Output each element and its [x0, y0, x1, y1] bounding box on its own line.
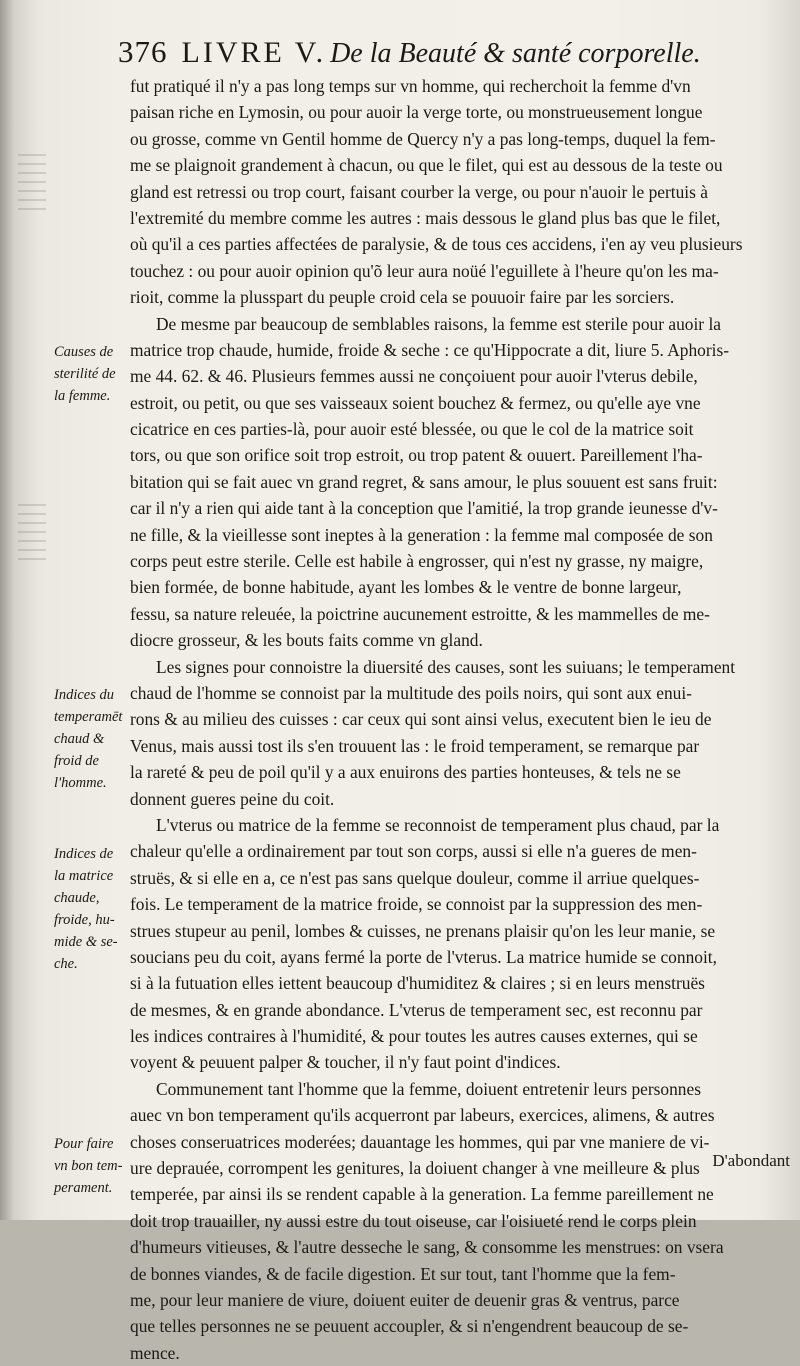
running-header: [118, 34, 798, 70]
margin-note-line: froid de: [54, 753, 99, 770]
text-line: si à la futuation elles iettent beaucoup d'humiditez & claires ; si en leurs menstruës: [130, 973, 705, 994]
margin-note-line: temperamēt: [54, 709, 123, 726]
text-line: struës, & si elle en a, ce n'est pas sans quelque douleur, comme il arriue quelques-: [130, 867, 700, 888]
page-number: 376: [118, 34, 168, 69]
text-line: les indices contraires à l'humidité, & pour toutes les autres causes externes, qui se: [130, 1026, 698, 1047]
margin-note-line: froide, hu-: [54, 911, 115, 928]
margin-note-line: la matrice: [54, 867, 114, 884]
margin-note: [54, 684, 130, 794]
margin-note-line: Causes de: [54, 344, 114, 360]
margin-note-line: sterilité de: [54, 366, 116, 382]
text-line: fut pratiqué il n'y a pas long temps sur vn homme, qui recherchoit la femme d'vn: [130, 76, 691, 96]
text-line: où qu'il a ces parties affectées de paralysie, & de tous ces accidens, i'en ay veu plusieurs: [130, 234, 743, 255]
text-line: touchez : ou pour auoir opinion qu'õ leur aura noüé l'eguillete à l'heure qu'on les ma-: [130, 260, 719, 281]
margin-note-line: la femme.: [54, 388, 111, 404]
margin-note-line: Pour faire: [54, 1136, 114, 1152]
text-line: voyent & peuuent palper & toucher, il n'y faut point d'indices.: [130, 1052, 561, 1073]
text-line: l'extremité du membre comme les autres : mais dessous le gland plus bas que le filet,: [130, 207, 721, 228]
text-line: car il n'y a rien qui aide tant à la conception que l'amitié, la trop grande ieunesse d'v-: [130, 498, 718, 519]
text-line: de bonnes viandes, & de facile digestion. Et sur tout, tant l'homme que la fem-: [130, 1263, 676, 1284]
text-line: L'vterus ou matrice de la femme se reconnoist de temperament plus chaud, par la: [156, 814, 720, 835]
text-line: rons & au milieu des cuisses : car ceux qui sont ainsi velus, executent bien le ieu de: [130, 709, 712, 730]
text-line: mence.: [130, 1342, 180, 1363]
margin-note-line: che.: [54, 955, 78, 972]
margin-note-line: chaude,: [54, 889, 100, 906]
text-line: choses conseruatrices moderées; dauantage les hommes, qui par vne maniere de vi-: [130, 1131, 710, 1152]
text-line: me 44. 62. & 46. Plusieurs femmes aussi ne conçoiuent pour auoir l'vterus debile,: [130, 366, 698, 387]
text-line: diocre grosseur, & les bouts faits comme vn gland.: [130, 630, 483, 651]
text-line: rioit, comme la plusspart du peuple croid cela se pouuoir faire par les sorciers.: [130, 287, 675, 308]
text-line: doit trop trauailler, ny aussi estre du tout oiseuse, car l'oisiueté rend le corps plein: [130, 1210, 697, 1231]
text-line: que telles personnes ne se peuuent accoupler, & si n'engendrent beaucoup de se-: [130, 1316, 689, 1337]
text-line: gland est retressi ou trop court, faisant courber la verge, ou pour n'auoir le pertuis à: [130, 181, 708, 202]
text-line: chaud de l'homme se connoist par la multitude des poils noirs, qui sont aux enui-: [130, 682, 692, 703]
margin-note-line: perament.: [54, 1180, 113, 1196]
text-line: cicatrice en ces parties-là, pour auoir esté blessée, ou que le col de la matrice soit: [130, 419, 694, 440]
margin-note-line: chaud &: [54, 731, 105, 748]
text-line: soucians peu du coit, ayans fermé la porte de l'vterus. La matrice humide se connoit,: [130, 946, 717, 967]
text-line: De mesme par beaucoup de semblables raisons, la femme est sterile pour auoir la: [156, 313, 722, 334]
running-subtitle: De la Beauté & santé corporelle.: [330, 38, 701, 69]
margin-note: [54, 341, 130, 407]
margin-note-line: Indices de: [54, 845, 114, 862]
text-line: donnent gueres peine du coit.: [130, 788, 335, 809]
margin-note-line: mide & se-: [54, 933, 118, 950]
text-line: ne fille, & la vieillesse sont ineptes à la generation : la femme mal composée de son: [130, 524, 713, 545]
text-line: strues stupeur au penil, lombes & cuisses, ne prenans plaisir qu'on les leur manie, se: [130, 920, 716, 941]
margin-note-line: l'homme.: [54, 775, 107, 792]
text-line: auec vn bon temperament qu'ils acquerront par labeurs, exercices, alimens, & autres: [130, 1105, 715, 1126]
text-line: de mesmes, & en grande abondance. L'vterus de temperament sec, est reconnu par: [130, 999, 703, 1020]
text-line: tors, ou que son orifice soit trop estroit, ou trop patent & ouuert. Pareillement l'ha-: [130, 445, 703, 466]
text-line: bitation qui se fait auec vn grand regret, & sans amour, le plus souuent est sans fruit:: [130, 471, 718, 492]
text-line: me, pour leur maniere de viure, doiuent euiter de deuenir gras & ventrus, parce: [130, 1289, 680, 1310]
text-line: la rareté & peu de poil qu'il y a aux enuirons des parties honteuses, & tels ne se: [130, 762, 681, 783]
text-line: fois. Le temperament de la matrice froide, se connoist par la suppression des men-: [130, 894, 703, 915]
text-line: ure deprauée, corrompent les genitures, la doiuent changer à vne meilleure & plus: [130, 1158, 700, 1179]
text-line: bien formée, de bonne habitude, ayant les lombes & le ventre de bonne largeur,: [130, 577, 682, 598]
text-line: temperée, par ainsi ils se rendent capable à la generation. La femme pareillement ne: [130, 1184, 714, 1205]
margin-note-line: Indices du: [54, 687, 114, 704]
show-through-shadow: [18, 500, 46, 560]
catchword: D'abondant: [712, 1151, 790, 1170]
margin-note: [54, 1133, 130, 1199]
text-line: matrice trop chaude, humide, froide & seche : ce qu'Hippocrate a dit, liure 5. Aphoris-: [130, 339, 730, 360]
text-line: paisan riche en Lymosin, ou pour auoir la verge torte, ou monstrueusement longue: [130, 102, 703, 123]
text-line: Communement tant l'homme que la femme, doiuent entretenir leurs personnes: [156, 1078, 701, 1099]
text-line: chaleur qu'elle a ordinairement par tout son corps, aussi si elle n'a gueres de men-: [130, 841, 697, 862]
text-line: me se plaignoit grandement à chacun, ou que le filet, qui est au dessous de la teste ou: [130, 155, 723, 176]
text-line: estroit, ou petit, ou que ses vaisseaux soient bouchez & fermez, ou qu'elle aye vne: [130, 392, 701, 413]
margin-note: [54, 843, 130, 975]
text-line: corps peut estre sterile. Celle est habile à engrosser, qui n'est ny grasse, ny maigre,: [130, 551, 704, 572]
main-text: [130, 73, 790, 1366]
text-line: Venus, mais aussi tost ils s'en trouuent las : le froid temperament, se remarque par: [130, 735, 700, 756]
text-line: Les signes pour connoistre la diuersité des causes, sont les suiuans; le temperament: [156, 656, 736, 677]
running-title: LIVRE V.: [181, 36, 327, 69]
text-line: d'humeurs vitieuses, & l'autre desseche le sang, & consomme les menstrues: on vsera: [130, 1237, 724, 1258]
text-line: fessu, sa nature releuée, la poictrine aucunement estroitte, & les mammelles de me-: [130, 603, 710, 624]
text-line: ou grosse, comme vn Gentil homme de Quercy n'y a pas long-temps, duquel la fem-: [130, 128, 716, 149]
margin-note-line: vn bon tem-: [54, 1158, 123, 1174]
show-through-shadow: [18, 150, 46, 210]
